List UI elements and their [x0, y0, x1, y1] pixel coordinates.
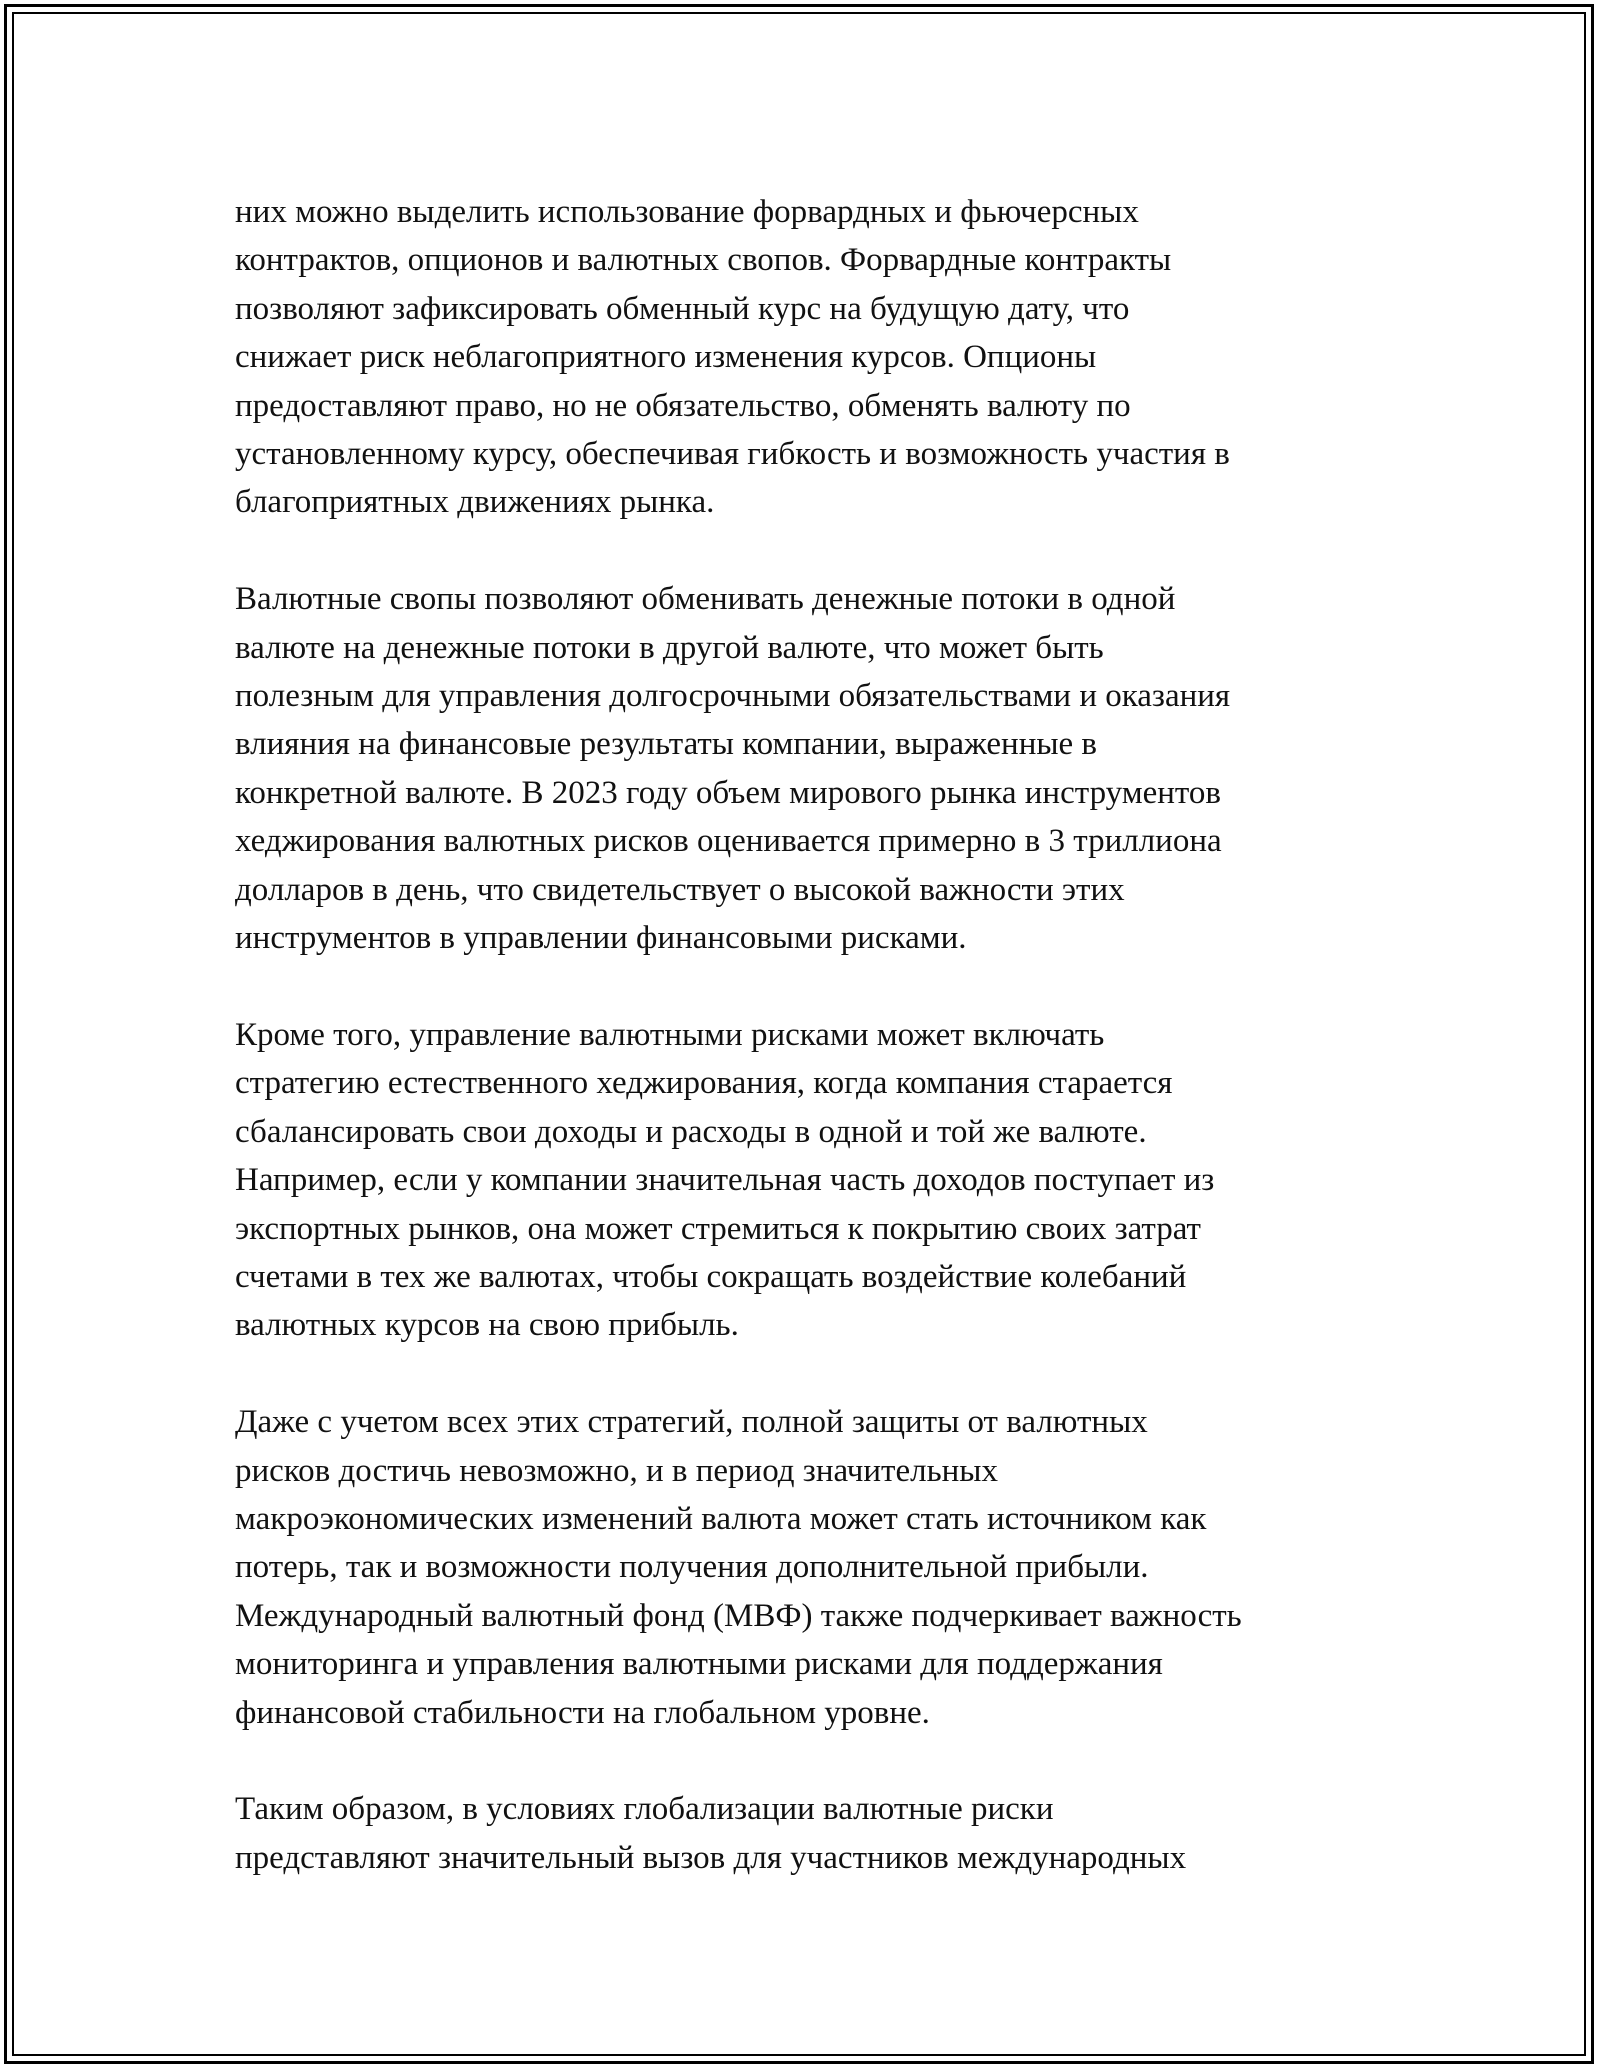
document-body — [235, 188, 1365, 1931]
paragraph: Таким образом, в условиях глобализации валютные риски представляют значительный вызов для участников международных — [235, 1791, 1187, 1876]
paragraph: Кроме того, управление валютными рисками может включать стратегию естественного хеджирования, когда компания старается сбалансировать свои доходы и расходы в одной и той же валюте. Например, если у компании значительная часть доходов поступает из экспортных рынков, она может стремиться к покрытию своих затрат счетами в тех же валютах, чтобы сокращать воздействие колебаний валютных курсов на свою прибыль. — [235, 1016, 1215, 1344]
paragraph: Валютные свопы позволяют обменивать денежные потоки в одной валюте на денежные потоки в другой валюте, что может быть полезным для управления долгосрочными обязательствами и оказания влияния на финансовые результаты компании, выраженные в конкретной валюте. В 2023 году объем мирового рынка инструментов хеджирования валютных рисков оценивается примерно в 3 триллиона долларов в день, что свидетельствует о высокой важности этих инструментов в управлении финансовыми рисками. — [235, 581, 1231, 957]
paragraph: Даже с учетом всех этих стратегий, полной защиты от валютных рисков достичь невозможно, и в период значительных макроэкономических изменений валюта может стать источником как потерь, так и возможности получения дополнительной прибыли. Международный валютный фонд (МВФ) также подчеркивает важность мониторинга и управления валютными рисками для поддержания финансовой стабильности на глобальном уровне. — [235, 1404, 1242, 1731]
paragraph: них можно выделить использование форвардных и фьючерсных контрактов, опционов и валютных свопов. Форвардные контракты позволяют зафиксировать обменный курс на будущую дату, что снижает риск неблагоприятного изменения курсов. Опционы предоставляют право, но не обязательство, обменять валюту по установленному курсу, обеспечивая гибкость и возможность участия в благоприятных движениях рынка. — [235, 194, 1230, 521]
